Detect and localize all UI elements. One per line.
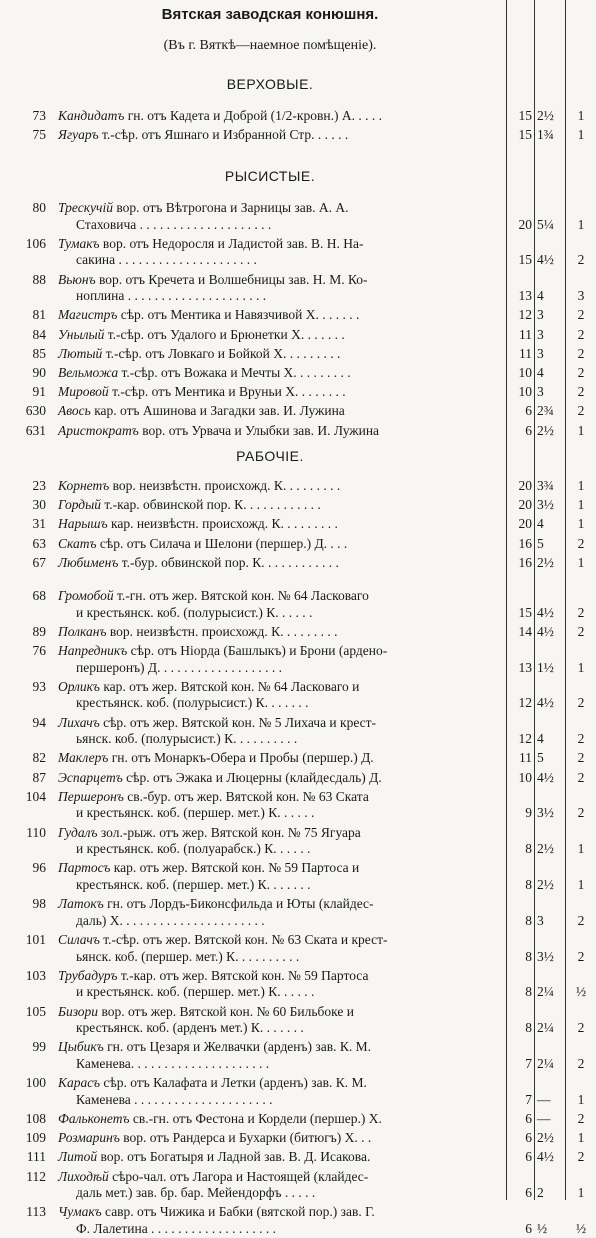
description-continuation: Ф. Лалетина . . . . . . . . . . . . . . . . . . . [76, 1220, 277, 1236]
description-continuation: даль) Х. . . . . . . . . . . . . . . . . . . . . . [76, 912, 265, 928]
height-value: 2¼ [537, 1055, 554, 1071]
entry-number: 104 [25, 788, 46, 804]
horse-name: Полканъ [58, 623, 107, 639]
height-value: 2½ [537, 876, 554, 892]
entry-description: Гордый т.-кар. обвинской пор. К. . . . . . . . . . . . [58, 497, 321, 513]
entry-description: Гудалъ зол.-рыж. отъ жер. Вятской кон. № 75 Ягуара и крестьянск. коб. (полуарабск.) К. . . . . . [58, 825, 506, 858]
category-value: 2 [577, 769, 585, 785]
horse-name: Корнетъ [58, 478, 110, 493]
age-value: 7 [525, 1055, 532, 1071]
age-value: 11 [519, 345, 532, 361]
category-value: 2 [577, 695, 585, 711]
entry-number: 80 [32, 200, 46, 215]
entry-number: 631 [25, 422, 46, 438]
category-value: 2 [577, 345, 585, 361]
height-value: 2½ [537, 554, 554, 570]
age-value: 15 [518, 604, 532, 620]
horse-name: Орликъ [58, 678, 100, 694]
horse-name: Першеронъ [58, 788, 124, 804]
entry-description: Лиходѣй сѣро-чал. отъ Лагора и Настоящей (клайдес- даль мет.) зав. бр. бар. Мейендорфъ . . . . . [58, 1169, 506, 1202]
category-value: 1 [577, 108, 585, 123]
horse-name: Маклеръ [58, 750, 109, 766]
horse-name: Лютый [58, 345, 103, 361]
category-value: 2 [577, 805, 585, 821]
entry-number: 108 [25, 1111, 46, 1126]
height-value: 2½ [537, 422, 554, 438]
entry-description: Чумакъ савр. отъ Чижика и Бабки (вятской пор.) зав. Г. Ф. Лалетина . . . . . . . . . . . . . . . . . . . [58, 1204, 506, 1237]
description-continuation: Стаховича . . . . . . . . . . . . . . . . . . . . [76, 216, 272, 232]
height-value: 4½ [537, 769, 554, 785]
entry-number: 88 [32, 271, 46, 287]
age-value: 16 [518, 554, 532, 570]
entry-description: Карасъ сѣр. отъ Калафата и Летки (арденъ) зав. К. М. Каменева . . . . . . . . . . . . . . . . . . . . . [58, 1075, 506, 1108]
height-value: 2½ [537, 1130, 554, 1146]
entry-number: 23 [32, 478, 46, 493]
description-continuation: Каменева . . . . . . . . . . . . . . . . . . . . . [76, 1091, 273, 1107]
description-continuation: крестьянск. коб. (полурысист.) К. . . . . . . [76, 695, 309, 711]
horse-name: Аристократъ [58, 422, 139, 438]
height-value: 2¾ [537, 403, 554, 419]
description-continuation: и крестьянск. коб. (першер. мет.) К. . . . . . [76, 984, 315, 1000]
category-value: 2 [577, 1055, 585, 1071]
height-value: 4½ [537, 252, 554, 268]
category-value: ½ [575, 1220, 587, 1236]
height-value: 4½ [537, 623, 554, 639]
entry-description: Ягуаръ т.-сѣр. отъ Яшнаго и Избранной Стр. . . . . . [58, 127, 349, 143]
horse-name: Авось [58, 403, 91, 419]
category-value: ½ [575, 984, 587, 1000]
horse-name: Силачъ [58, 932, 100, 947]
entry-number: 91 [32, 384, 46, 400]
entry-description: Силачъ т.-сѣр. отъ жер. Вятской кон. № 63 Ската и крест- ьянск. коб. (першер. мет.) К. . . . . . . . . . [58, 932, 506, 965]
height-value: 3¾ [537, 478, 554, 493]
height-value: 1¾ [537, 127, 554, 143]
height-value: 4 [537, 516, 544, 532]
category-value: 1 [577, 422, 585, 438]
horse-name: Бизори [58, 1003, 99, 1019]
description-continuation: ьянск. коб. (першер. мет.) К. . . . . . . . . . [76, 948, 300, 964]
horse-name: Магистръ [58, 307, 118, 323]
age-value: 15 [518, 252, 532, 268]
description-continuation: и крестьянск. коб. (полурысист.) К. . . . . . [76, 604, 313, 620]
age-value: 8 [525, 1020, 532, 1036]
height-value: ½ [537, 1220, 548, 1236]
entry-description: Лютый т.-сѣр. отъ Ловкаго и Бойкой Х. . . . . . . . . [58, 345, 341, 361]
horse-name: Лиходѣй [58, 1168, 109, 1184]
entry-description: Полканъ вор. неизвѣстн. происхожд. К. . . . . . . . . [58, 623, 338, 639]
category-value: 1 [577, 841, 585, 857]
entry-number: 85 [32, 345, 46, 361]
age-value: 20 [518, 216, 532, 232]
entry-number: 93 [32, 678, 46, 694]
horse-name: Трубадуръ [58, 967, 118, 983]
horse-name: Гордый [58, 497, 102, 513]
age-value: 16 [518, 535, 532, 551]
entry-number: 82 [32, 750, 46, 766]
page-title: Вятская заводская конюшня. [161, 6, 379, 23]
entry-number: 100 [25, 1075, 46, 1091]
height-value: 2¼ [537, 984, 554, 1000]
entry-description: Партосъ кар. отъ жер. Вятской кон. № 59 Партоса и крестьянск. коб. (першер. мет.) К. . . . . . . [58, 860, 506, 893]
age-value: 15 [518, 108, 532, 123]
entry-number: 112 [26, 1168, 46, 1184]
entry-number: 68 [32, 588, 46, 603]
entry-number: 105 [25, 1003, 46, 1019]
category-value: 1 [577, 478, 585, 493]
category-value: 1 [577, 216, 585, 232]
height-value: 3 [537, 345, 544, 361]
category-value: 2 [577, 384, 585, 400]
horse-name: Партосъ [58, 860, 111, 876]
age-value: 15 [518, 127, 532, 143]
entry-description: Трескучій вор. отъ Вѣтрогона и Зарницы зав. А. А. Стаховича . . . . . . . . . . . . . . . . . . . . [58, 200, 506, 233]
entry-number: 109 [25, 1130, 46, 1146]
height-value: 5 [537, 535, 544, 551]
horse-name: Унылый [58, 326, 105, 342]
horse-name: Латокъ [58, 896, 104, 912]
entry-description: Розмаринъ вор. отъ Рандерса и Бухарки (битюгъ) Х. . . [58, 1130, 372, 1146]
category-value: 2 [577, 623, 585, 639]
entry-description: Любименъ т.-бур. обвинской пор. К. . . . . . . . . . . . [58, 554, 339, 570]
entry-description: Магистръ сѣр. отъ Ментика и Навязчивой Х. . . . . . . [58, 307, 360, 323]
age-value: 6 [525, 1185, 532, 1201]
category-value: 2 [577, 1149, 585, 1165]
entry-number: 106 [25, 235, 46, 251]
age-value: 14 [518, 623, 532, 639]
entry-number: 89 [32, 623, 46, 639]
category-value: 1 [577, 1185, 585, 1201]
age-value: 8 [525, 841, 532, 857]
entry-description: Корнетъ вор. неизвѣстн. происхожд. К. . . . . . . . . [58, 478, 341, 493]
entry-number: 73 [32, 108, 46, 123]
entry-description: Напредникъ сѣр. отъ Ніорда (Башлыкъ) и Брони (арденo- першеронъ) Д. . . . . . . . . . . . . . . . . . . [58, 643, 506, 676]
age-value: 13 [518, 659, 532, 675]
category-value: 2 [577, 535, 585, 551]
height-value: 4 [537, 731, 544, 747]
entry-number: 96 [32, 860, 46, 876]
entry-description: Латокъ гн. отъ Лордъ-Биконсфильда и Юты (клайдес- даль) Х. . . . . . . . . . . . . . . . . . . . . . [58, 896, 506, 929]
entry-description: Лихачъ сѣр. отъ жер. Вятской кон. № 5 Лихача и крест- ьянск. коб. (полурысист.) К. . . . . . . . . . [58, 715, 506, 748]
age-value: 6 [525, 403, 532, 419]
age-value: 9 [525, 805, 532, 821]
entry-number: 76 [32, 643, 46, 658]
age-value: 6 [525, 1130, 532, 1146]
column-rule-1 [506, 0, 507, 1200]
entry-number: 111 [26, 1149, 46, 1165]
entry-description: Вельможа т.-сѣр. отъ Вожака и Мечты Х. . . . . . . . . [58, 365, 351, 380]
section-heading: РАБОЧІЕ. [236, 448, 304, 464]
entry-number: 103 [25, 967, 46, 983]
entry-description: Першеронъ св.-бур. отъ жер. Вятской кон. № 63 Ската и крестьянск. коб. (першер. мет.) К. . . . . . [58, 789, 506, 822]
description-continuation: даль мет.) зав. бр. бар. Мейендорфъ . . . . . [76, 1185, 316, 1201]
horse-name: Скатъ [58, 535, 97, 551]
height-value: 2½ [537, 108, 554, 123]
horse-name: Ягуаръ [58, 127, 99, 143]
category-value: 2 [577, 1111, 585, 1126]
horse-name: Кандидатъ [58, 108, 125, 123]
entry-description: Аристократъ вор. отъ Урвача и Улыбки зав. И. Лужина [58, 422, 380, 438]
horse-name: Трескучій [58, 200, 113, 215]
description-continuation: крестьянск. коб. (арденъ мет.) К. . . . . . . [76, 1020, 304, 1036]
category-value: 2 [577, 326, 585, 342]
age-value: 6 [525, 1149, 532, 1165]
description-continuation: ноплина . . . . . . . . . . . . . . . . . . . . . [76, 288, 267, 304]
section-heading: РЫСИСТЫЕ. [224, 168, 316, 184]
age-value: 13 [518, 288, 532, 304]
horse-name: Карасъ [58, 1075, 101, 1091]
entry-description: Фальконетъ св.-гн. отъ Фестона и Кордели (першер.) Х. [58, 1111, 382, 1126]
entry-description: Орликъ кар. отъ жер. Вятской кон. № 64 Ласковаго и крестьянск. коб. (полурысист.) К. . . . . . . [58, 679, 506, 712]
height-value: 4½ [537, 695, 554, 711]
age-value: 12 [518, 731, 532, 747]
height-value: 3½ [537, 948, 554, 964]
height-value: 1½ [537, 659, 554, 675]
age-value: 12 [518, 695, 532, 711]
age-value: 11 [519, 326, 532, 342]
height-value: 3½ [537, 805, 554, 821]
age-value: 12 [518, 307, 532, 323]
age-value: 6 [525, 422, 532, 438]
category-value: 1 [577, 876, 585, 892]
height-value: 3½ [537, 497, 554, 513]
horse-name: Напредникъ [58, 643, 128, 658]
horse-name: Вьюнъ [58, 271, 96, 287]
entry-number: 63 [32, 535, 46, 551]
category-value: 2 [577, 365, 585, 380]
category-value: 1 [577, 659, 585, 675]
category-value: 2 [577, 948, 585, 964]
height-value: — [537, 1091, 551, 1107]
entry-description: Громобой т.-гн. отъ жер. Вятской кон. № 64 Ласковаго и крестьянск. коб. (полурысист.) К. . . . . . [58, 588, 506, 621]
entry-description: Тумакъ вор. отъ Недоросля и Ладистой зав. В. Н. На- сакина . . . . . . . . . . . . . . . . . . . . . [58, 236, 506, 269]
description-continuation: крестьянск. коб. (першер. мет.) К. . . . . . . [76, 876, 311, 892]
age-value: 10 [518, 384, 532, 400]
entry-number: 98 [32, 896, 46, 912]
category-value: 2 [577, 604, 585, 620]
age-value: 6 [525, 1220, 532, 1236]
entry-number: 30 [32, 497, 46, 513]
height-value: 4½ [537, 1149, 554, 1165]
category-value: 1 [577, 554, 585, 570]
age-value: 20 [518, 478, 532, 493]
height-value: 2¼ [537, 1020, 554, 1036]
entry-description: Литой вор. отъ Богатыря и Ладной зав. В. Д. Исакова. [58, 1149, 371, 1165]
description-continuation: сакина . . . . . . . . . . . . . . . . . . . . . [76, 252, 257, 268]
age-value: 10 [518, 365, 532, 380]
description-continuation: ьянск. коб. (полурысист.) К. . . . . . . . . . [76, 731, 298, 747]
category-value: 1 [577, 516, 585, 532]
description-continuation: и крестьянск. коб. (першер. мет.) К. . . . . . [76, 805, 315, 821]
description-continuation: Каменева. . . . . . . . . . . . . . . . . . . . . [76, 1055, 270, 1071]
entry-description: Трубадуръ т.-кар. отъ жер. Вятской кон. № 59 Партоса и крестьянск. коб. (першер. мет.) К. . . . . . [58, 968, 506, 1001]
horse-name: Цыбикъ [58, 1039, 104, 1055]
age-value: 8 [525, 876, 532, 892]
entry-description: Скатъ сѣр. отъ Силача и Шелони (першер.) Д. . . . [58, 535, 348, 551]
category-value: 2 [577, 252, 585, 268]
height-value: 3 [537, 912, 544, 928]
category-value: 1 [577, 497, 585, 513]
entry-description: Цыбикъ гн. отъ Цезаря и Желвачки (арденъ) зав. К. М. Каменева. . . . . . . . . . . . . . . . . . . . . [58, 1039, 506, 1072]
horse-name: Розмаринъ [58, 1130, 120, 1146]
age-value: 20 [518, 497, 532, 513]
column-rule-3 [565, 0, 566, 1200]
entry-number: 67 [32, 554, 46, 570]
horse-name: Вельможа [58, 365, 119, 380]
description-continuation: першеронъ) Д. . . . . . . . . . . . . . . . . . . [76, 659, 283, 675]
horse-name: Лихачъ [58, 714, 100, 730]
age-value: 10 [518, 769, 532, 785]
category-value: 2 [577, 750, 585, 766]
height-value: 2½ [537, 841, 554, 857]
horse-name: Любименъ [58, 554, 119, 570]
category-value: 2 [577, 307, 585, 323]
horse-name: Чумакъ [58, 1204, 102, 1220]
horse-name: Эспарцетъ [58, 769, 123, 785]
age-value: 6 [525, 1111, 532, 1126]
entry-description: Нарышъ кар. неизвѣстн. происхожд. К. . . . . . . . . [58, 516, 338, 532]
entry-number: 630 [25, 403, 46, 419]
entry-description: Кандидатъ гн. отъ Кадета и Доброй (1/2-кровн.) А. . . . . [58, 108, 382, 123]
age-value: 8 [525, 912, 532, 928]
height-value: 4½ [537, 604, 554, 620]
description-continuation: и крестьянск. коб. (полуарабск.) К. . . . . . [76, 841, 311, 857]
horse-name: Нарышъ [58, 516, 108, 532]
horse-name: Литой [58, 1149, 98, 1165]
age-value: 7 [525, 1091, 532, 1107]
height-value: 2 [537, 1185, 544, 1201]
horse-name: Фальконетъ [58, 1111, 130, 1126]
entry-number: 110 [26, 824, 46, 840]
page-subtitle: (Въ г. Вяткѣ—наемное помѣщеніе). [163, 38, 377, 53]
height-value: 5 [537, 750, 544, 766]
category-value: 2 [577, 731, 585, 747]
entry-number: 87 [32, 769, 46, 785]
section-heading: ВЕРХОВЫЕ. [226, 76, 314, 92]
entry-number: 31 [32, 516, 46, 532]
height-value: 3 [537, 326, 544, 342]
height-value: 5¼ [537, 216, 554, 232]
category-value: 1 [577, 1091, 585, 1107]
entry-description: Мировой т.-сѣр. отъ Ментика и Вруньи Х. . . . . . . . [58, 384, 346, 400]
entry-number: 81 [32, 307, 46, 323]
entry-number: 101 [25, 932, 46, 947]
entry-number: 90 [32, 365, 46, 380]
height-value: — [537, 1111, 551, 1126]
age-value: 8 [525, 984, 532, 1000]
entry-description: Эспарцетъ сѣр. отъ Эжака и Люцерны (клайдесдаль) Д. [58, 769, 382, 785]
entry-number: 99 [32, 1039, 46, 1055]
category-value: 1 [577, 127, 585, 143]
category-value: 2 [577, 403, 585, 419]
age-value: 8 [525, 948, 532, 964]
column-rule-2 [534, 0, 535, 1200]
entry-number: 75 [32, 127, 46, 143]
entry-number: 94 [32, 714, 46, 730]
entry-number: 84 [32, 326, 46, 342]
entry-description: Авось кар. отъ Ашинова и Загадки зав. И. Лужина [58, 403, 345, 419]
category-value: 1 [577, 1130, 585, 1146]
horse-name: Мировой [58, 384, 109, 400]
entry-description: Унылый т.-сѣр. отъ Удалого и Брюнетки Х. . . . . . . [58, 326, 345, 342]
entry-description: Маклеръ гн. отъ Монаркъ-Обера и Пробы (першер.) Д. [58, 750, 374, 766]
category-value: 3 [577, 288, 585, 304]
horse-name: Тумакъ [58, 235, 100, 251]
entry-description: Бизори вор. отъ жер. Вятской кон. № 60 Бильбоке и крестьянск. коб. (арденъ мет.) К. . . . . . . [58, 1004, 506, 1037]
height-value: 4 [537, 288, 544, 304]
category-value: 2 [577, 1020, 585, 1036]
entry-description: Вьюнъ вор. отъ Кречета и Волшебницы зав. Н. М. Ко- ноплина . . . . . . . . . . . . . . . . . . . . . [58, 272, 506, 305]
height-value: 4 [537, 365, 544, 380]
entry-number: 113 [26, 1204, 46, 1220]
height-value: 3 [537, 384, 544, 400]
horse-name: Громобой [58, 588, 114, 603]
horse-name: Гудалъ [58, 824, 98, 840]
age-value: 20 [518, 516, 532, 532]
category-value: 2 [577, 912, 585, 928]
height-value: 3 [537, 307, 544, 323]
age-value: 11 [519, 750, 532, 766]
